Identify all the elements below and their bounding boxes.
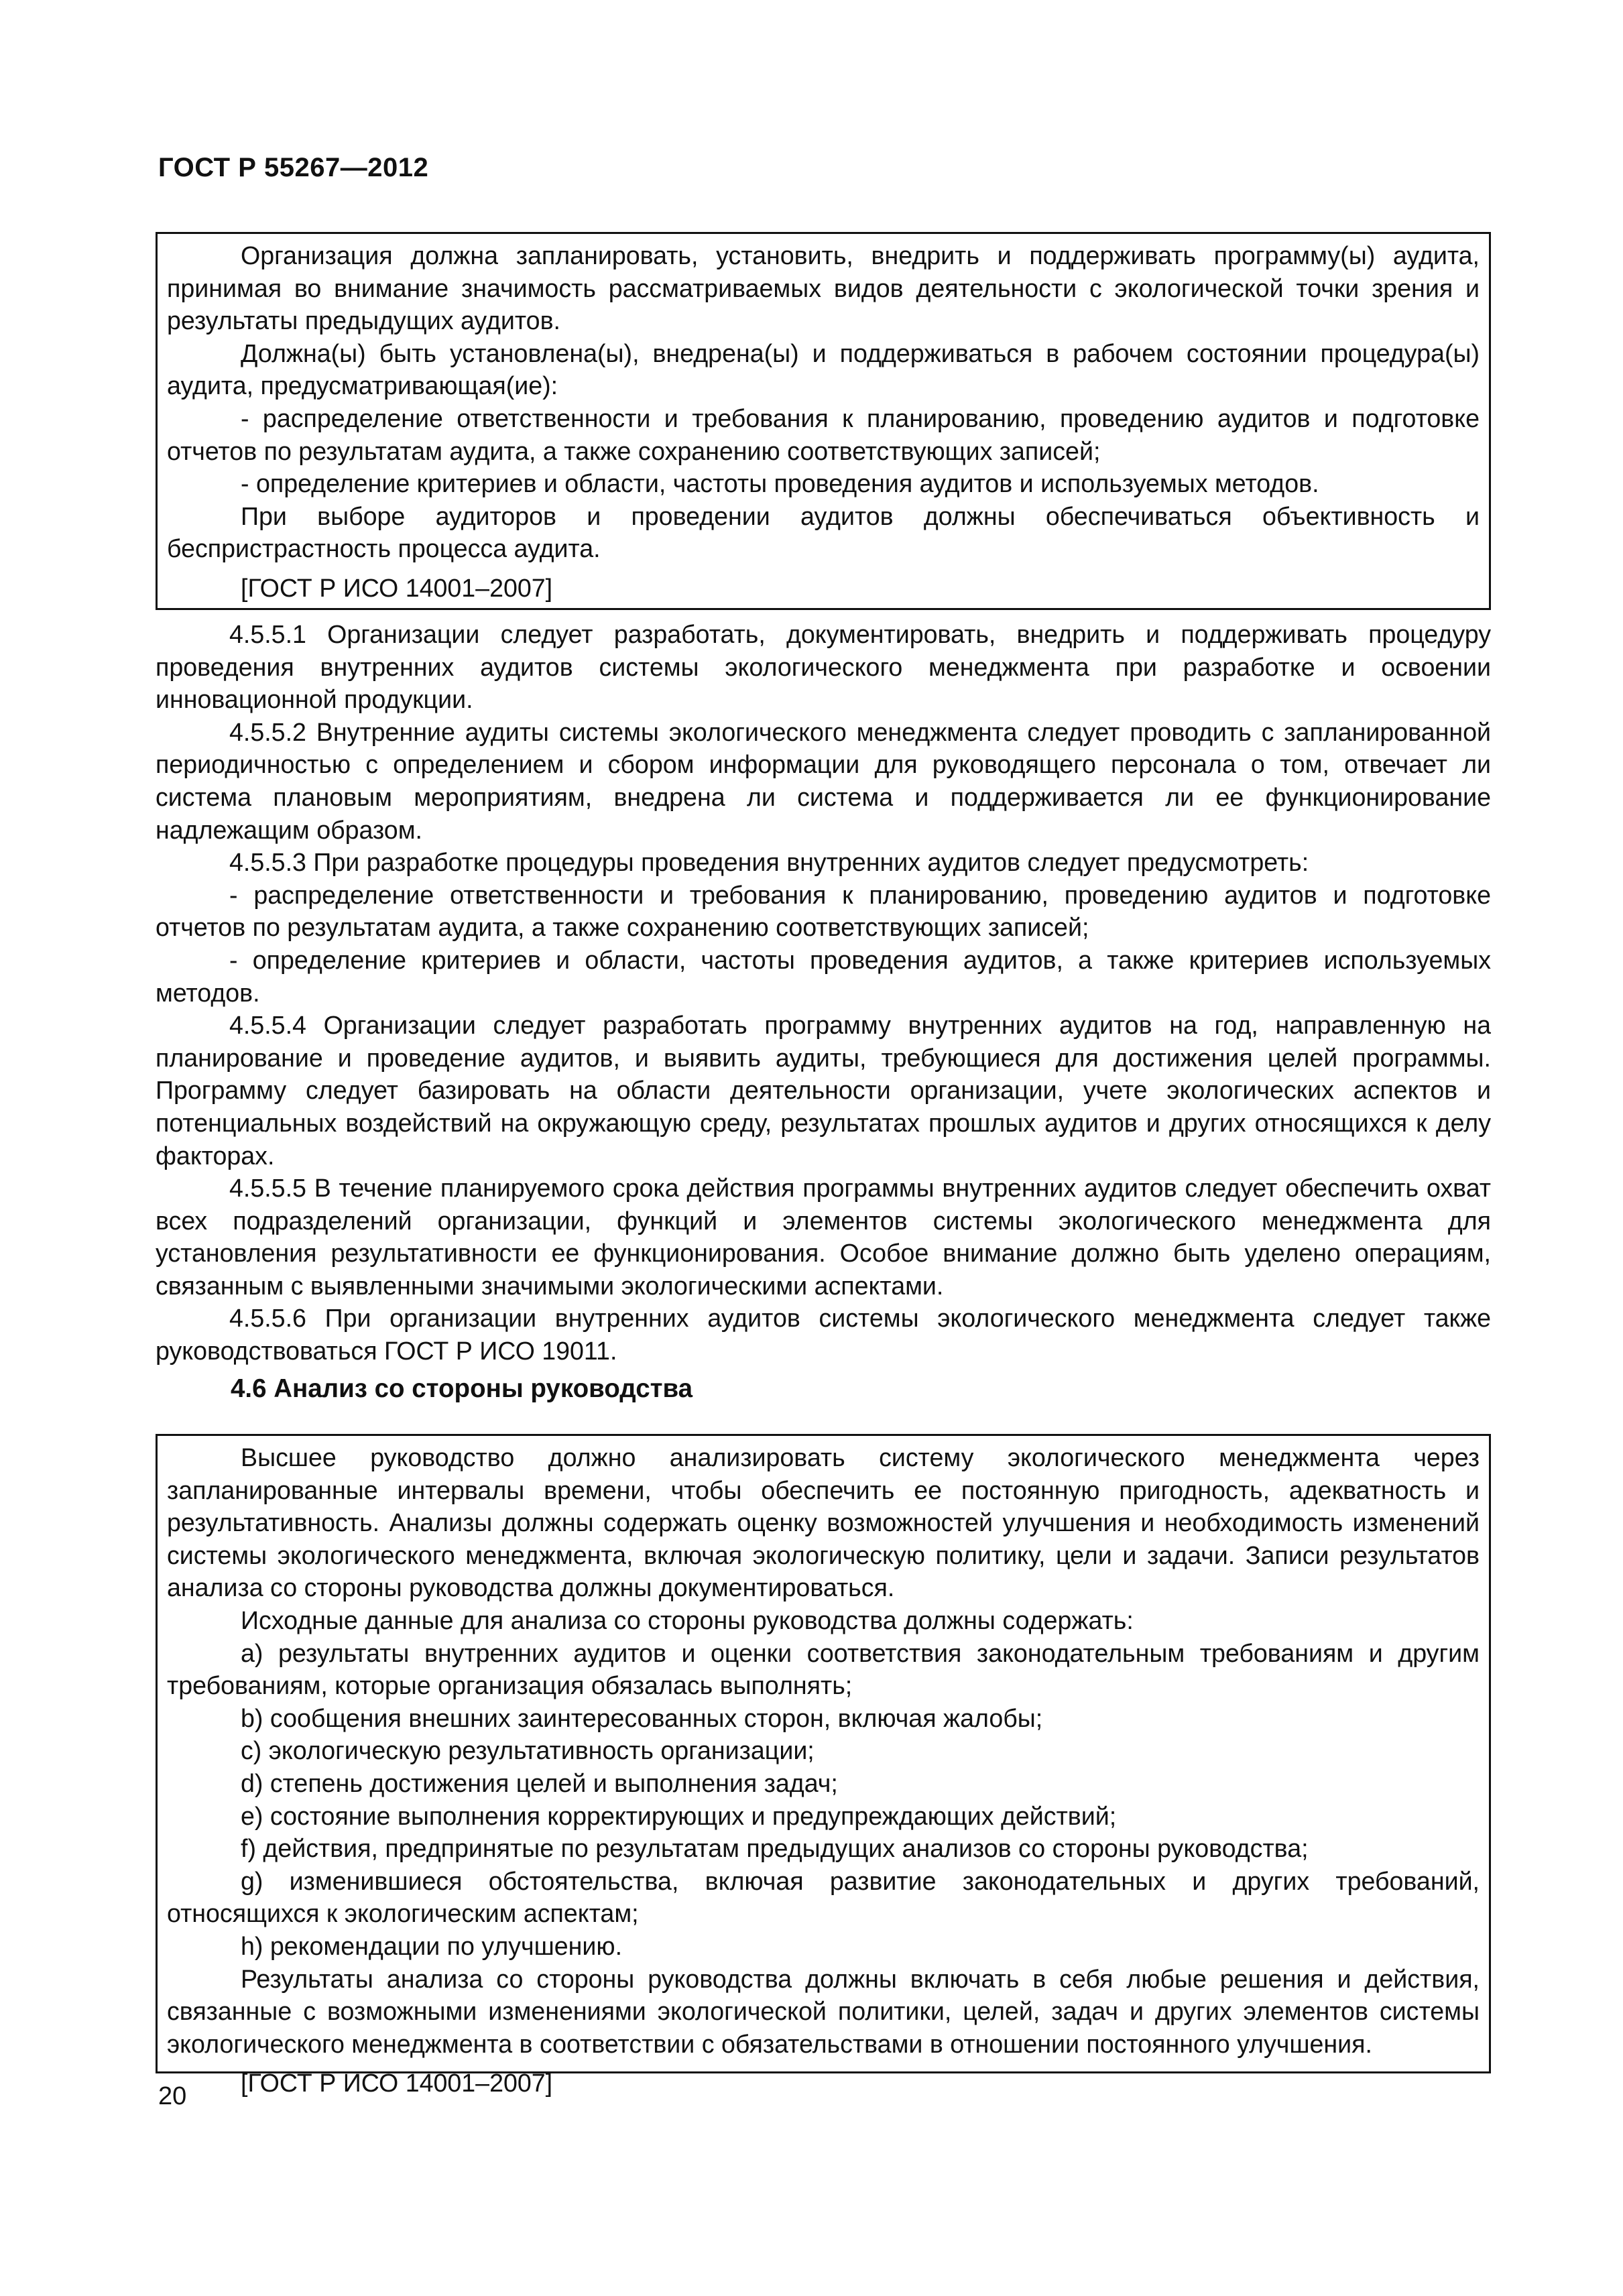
standard-reference: [ГОСТ Р ИСО 14001–2007] (241, 2069, 553, 2098)
section-4-5-5 (156, 618, 1491, 1368)
list-item: - определение критериев и области, частоты проведения аудитов, а также критериев используемых методов. (156, 945, 1491, 1007)
document-header: ГОСТ Р 55267—2012 (158, 153, 429, 182)
clause-4-5-5-6: 4.5.5.6 При организации внутренних аудитов системы экологического менеджмента следует также руководствоваться ГОСТ Р ИСО 19011. (156, 1304, 1491, 1366)
paragraph: При выборе аудиторов и проведении аудитов должны обеспечиваться объективность и беспристрастность процесса аудита. (167, 501, 1480, 563)
list-item: g) изменившиеся обстоятельства, включая развитие законодательных и других требований, относящихся к экологическим аспектам; (167, 1866, 1480, 1928)
list-item: - определение критериев и области, частоты проведения аудитов и используемых методов. (241, 469, 1319, 498)
standard-reference: [ГОСТ Р ИСО 14001–2007] (241, 573, 553, 602)
paragraph: Высшее руководство должно анализировать систему экологического менеджмента через запланированные интервалы времени, чтобы обеспечить ее постоянную пригодность, адекватность и результативность. Анализы должны содержать оценку возможностей улучшения и необходимость изменений системы экологического менеджмента, включая экологическую политику, цели и задачи. Записи результатов анализа со стороны руководства должны документироваться. (167, 1443, 1480, 1602)
clause-4-5-5-2: 4.5.5.2 Внутренние аудиты системы экологического менеджмента следует проводить с запланированной периодичностью с определением и сбором информации для руководящего персонала о том, отвечает ли система плановым мероприятиям, внедрена ли система и поддерживается ли ее функционирование надлежащим образом. (156, 717, 1491, 844)
list-item: a) результаты внутренних аудитов и оценки соответствия законодательным требованиям и другим требованиям, которые организация обязалась выполнять; (167, 1638, 1480, 1700)
paragraph: Исходные данные для анализа со стороны руководства должны содержать: (241, 1606, 1134, 1634)
quoted-standard-box (156, 1434, 1491, 2098)
quoted-standard-box (156, 232, 1491, 610)
list-item: - распределение ответственности и требования к планированию, проведению аудитов и подготовке отчетов по результатам аудита, а также сохранению соответствующих записей; (167, 404, 1480, 465)
list-item: d) степень достижения целей и выполнения задач; (241, 1768, 838, 1797)
clause-4-5-5-1: 4.5.5.1 Организации следует разработать, документировать, внедрить и поддерживать процедуру проведения внутренних аудитов системы экологического менеджмента при разработке и освоении инновационной продукции. (156, 620, 1491, 714)
list-item: f) действия, предпринятые по результатам предыдущих анализов со стороны руководства; (241, 1834, 1309, 1863)
paragraph: Организация должна запланировать, установить, внедрить и поддерживать программу(ы) аудита, принимая во внимание значимость рассматриваемых видов деятельности с экологической точки зрения и результаты предыдущих аудитов. (167, 241, 1480, 335)
list-item: e) состояние выполнения корректирующих и предупреждающих действий; (241, 1801, 1117, 1830)
list-item: b) сообщения внешних заинтересованных сторон, включая жалобы; (241, 1703, 1043, 1732)
list-item: - распределение ответственности и требования к планированию, проведению аудитов и подготовке отчетов по результатам аудита, а также сохранению соответствующих записей; (156, 880, 1491, 942)
page-number: 20 (158, 2082, 187, 2110)
list-item: h) рекомендации по улучшению. (241, 1931, 623, 1960)
clause-4-5-5-5: 4.5.5.5 В течение планируемого срока действия программы внутренних аудитов следует обеспечить охват всех подразделений организации, функций и элементов системы экологического менеджмента для установления результативности ее функционирования. Особое внимание должно быть уделено операциям, связанным с выявленными значимыми экологическими аспектами. (156, 1174, 1491, 1300)
clause-4-5-5-3: 4.5.5.3 При разработке процедуры проведения внутренних аудитов следует предусмотреть: (229, 848, 1309, 877)
paragraph: Результаты анализа со стороны руководства должны включать в себя любые решения и действия, связанные с возможными изменениями экологической политики, целей, задач и других элементов системы экологического менеджмента в соответствии с обязательствами в отношении постоянного улучшения. (167, 1964, 1480, 2058)
paragraph: Должна(ы) быть установлена(ы), внедрена(ы) и поддерживаться в рабочем состоянии процедура(ы) аудита, предусматривающая(ие): (167, 339, 1480, 400)
list-item: c) экологическую результативность организации; (241, 1736, 815, 1765)
section-heading-4-6: 4.6 Анализ со стороны руководства (231, 1374, 693, 1403)
clause-4-5-5-4: 4.5.5.4 Организации следует разработать программу внутренних аудитов на год, направленную на планирование и проведение аудитов, и выявить аудиты, требующиеся для достижения целей программы. Программу следует базировать на области деятельности организации, учете экологических аспектов и потенциальных воздействий на окружающую среду, результатах прошлых аудитов и других относящихся к делу факторах. (156, 1011, 1491, 1170)
